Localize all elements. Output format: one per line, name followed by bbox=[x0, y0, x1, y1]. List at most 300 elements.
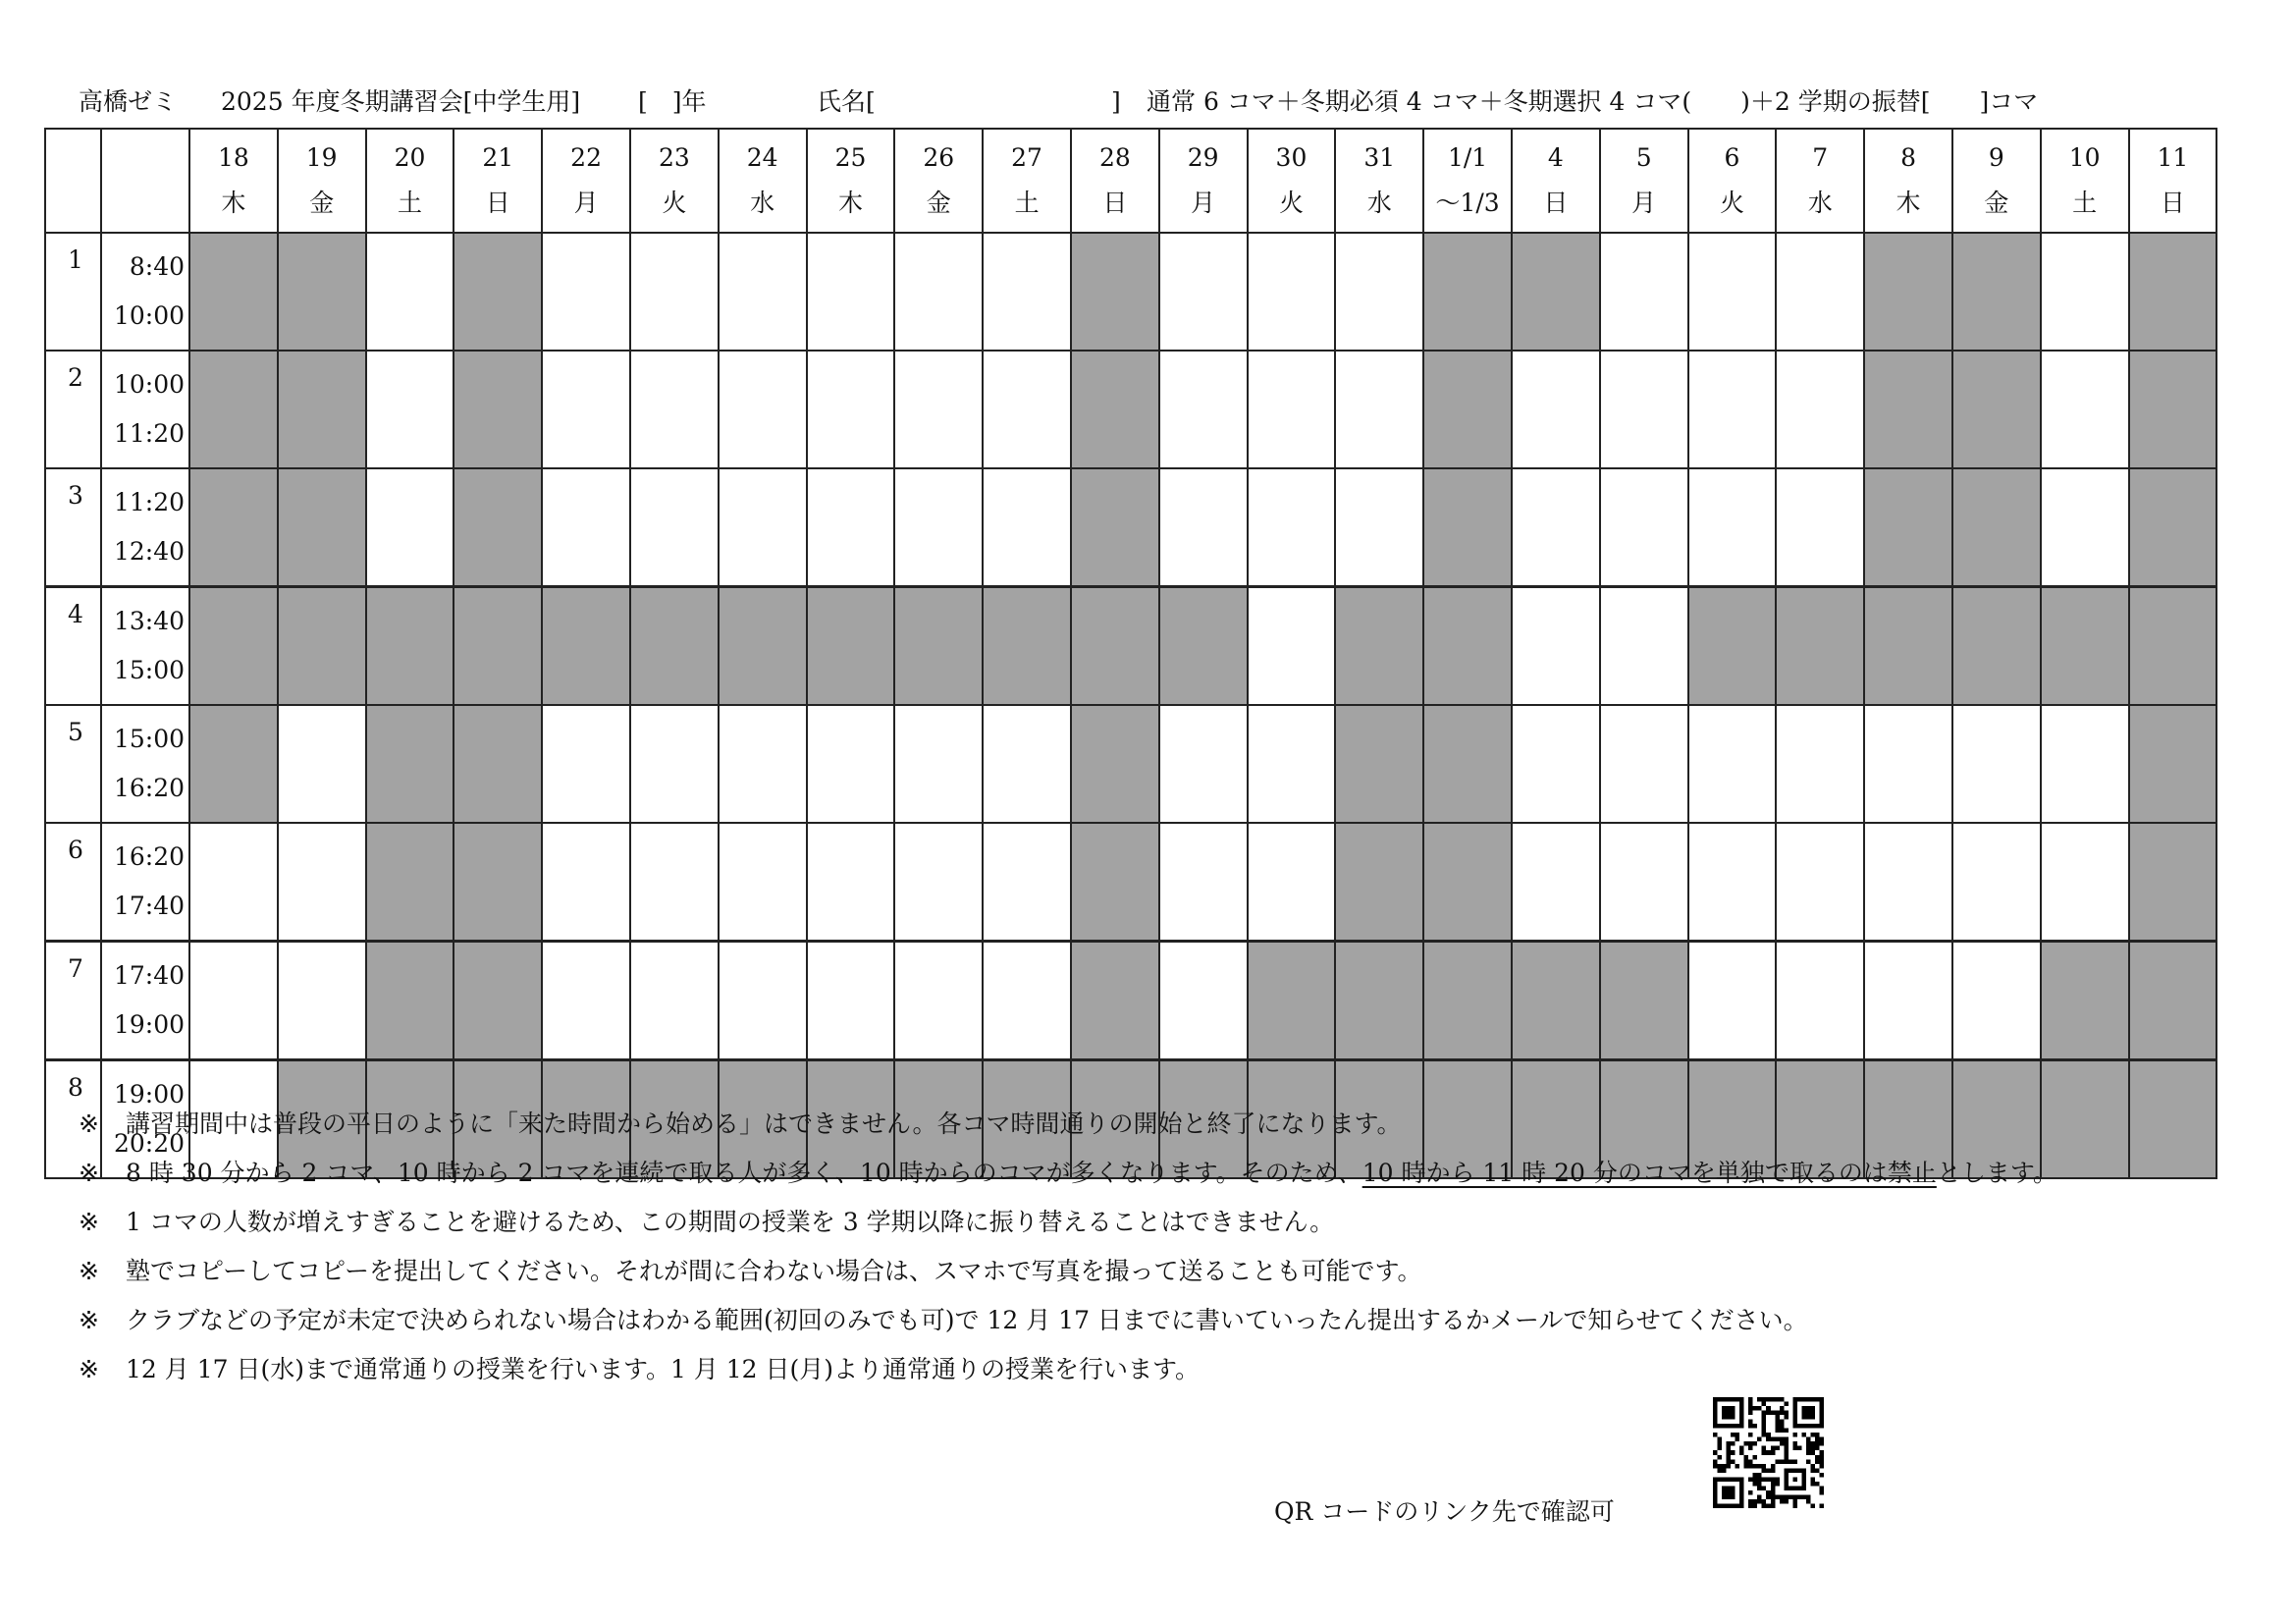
open-slot[interactable] bbox=[189, 942, 278, 1060]
day-header bbox=[630, 129, 719, 233]
qr-caption: QR コードのリンク先で確認可 bbox=[1274, 1497, 1615, 1526]
day-date: 11 bbox=[2157, 143, 2189, 172]
closed-slot bbox=[1335, 823, 1423, 942]
open-slot[interactable] bbox=[542, 823, 630, 942]
open-slot[interactable] bbox=[719, 468, 807, 587]
open-slot[interactable] bbox=[807, 942, 895, 1060]
period-row bbox=[45, 233, 2216, 351]
open-slot[interactable] bbox=[1159, 468, 1248, 587]
open-slot[interactable] bbox=[894, 823, 983, 942]
note-6 bbox=[79, 1345, 2238, 1394]
period-time bbox=[101, 468, 189, 587]
closed-slot bbox=[189, 233, 278, 351]
period-number: 5 bbox=[45, 705, 101, 823]
open-slot[interactable] bbox=[1248, 233, 1336, 351]
day-date: 26 bbox=[923, 143, 955, 172]
open-slot[interactable] bbox=[1335, 233, 1423, 351]
note-2 bbox=[79, 1149, 2238, 1198]
day-header-row bbox=[45, 129, 2216, 233]
closed-slot bbox=[189, 351, 278, 468]
open-slot[interactable] bbox=[1688, 233, 1777, 351]
open-slot[interactable] bbox=[1776, 705, 1864, 823]
open-slot[interactable] bbox=[630, 351, 719, 468]
closed-slot bbox=[542, 587, 630, 706]
period-end: 19:00 bbox=[113, 1010, 185, 1039]
closed-slot bbox=[1952, 351, 2041, 468]
open-slot[interactable] bbox=[630, 942, 719, 1060]
open-slot[interactable] bbox=[630, 705, 719, 823]
period-end: 16:20 bbox=[113, 774, 185, 802]
period-number: 4 bbox=[45, 587, 101, 706]
period-number: 1 bbox=[45, 233, 101, 351]
open-slot[interactable] bbox=[366, 351, 454, 468]
note-3 bbox=[79, 1198, 2238, 1247]
day-header bbox=[542, 129, 630, 233]
day-weekday: 水 bbox=[1366, 189, 1392, 217]
closed-slot bbox=[894, 587, 983, 706]
open-slot[interactable] bbox=[719, 233, 807, 351]
closed-slot bbox=[1071, 705, 1159, 823]
closed-slot bbox=[2129, 823, 2217, 942]
day-header bbox=[807, 129, 895, 233]
day-weekday: 火 bbox=[1719, 189, 1744, 217]
closed-slot bbox=[1423, 351, 1512, 468]
note-text: 塾でコピーしてコピーを提出してください。それが間に合わない場合は、スマホで写真を撮って送ることも可能です。 bbox=[126, 1257, 1422, 1285]
closed-slot bbox=[454, 705, 542, 823]
open-slot[interactable] bbox=[1952, 705, 2041, 823]
open-slot[interactable] bbox=[1600, 233, 1688, 351]
period-row bbox=[45, 942, 2216, 1060]
closed-slot bbox=[454, 823, 542, 942]
open-slot[interactable] bbox=[1688, 351, 1777, 468]
open-slot[interactable] bbox=[1776, 942, 1864, 1060]
open-slot[interactable] bbox=[189, 823, 278, 942]
day-header bbox=[1159, 129, 1248, 233]
day-header bbox=[1335, 129, 1423, 233]
closed-slot bbox=[1071, 351, 1159, 468]
day-weekday: ～1/3 bbox=[1435, 189, 1500, 217]
day-weekday: 日 bbox=[2160, 189, 2185, 217]
open-slot[interactable] bbox=[542, 351, 630, 468]
open-slot[interactable] bbox=[2041, 823, 2129, 942]
day-weekday: 木 bbox=[1896, 189, 1921, 217]
period-time bbox=[101, 942, 189, 1060]
period-number: 8 bbox=[45, 1060, 101, 1179]
closed-slot bbox=[1952, 468, 2041, 587]
open-slot[interactable] bbox=[1159, 351, 1248, 468]
closed-slot bbox=[1071, 942, 1159, 1060]
closed-slot bbox=[983, 587, 1071, 706]
day-date: 31 bbox=[1363, 143, 1396, 172]
page-header bbox=[79, 82, 2238, 122]
closed-slot bbox=[719, 587, 807, 706]
day-header bbox=[1952, 129, 2041, 233]
open-slot[interactable] bbox=[807, 351, 895, 468]
period-number: 6 bbox=[45, 823, 101, 942]
closed-slot bbox=[366, 587, 454, 706]
day-date: 24 bbox=[746, 143, 778, 172]
day-date: 20 bbox=[394, 143, 426, 172]
day-header bbox=[2129, 129, 2217, 233]
closed-slot bbox=[1071, 468, 1159, 587]
day-header bbox=[1864, 129, 1952, 233]
day-weekday: 火 bbox=[1278, 189, 1304, 217]
open-slot[interactable] bbox=[542, 705, 630, 823]
day-header bbox=[278, 129, 366, 233]
day-date: 5 bbox=[1635, 143, 1652, 172]
open-slot[interactable] bbox=[1776, 468, 1864, 587]
closed-slot bbox=[278, 233, 366, 351]
closed-slot bbox=[2129, 233, 2217, 351]
day-header bbox=[366, 129, 454, 233]
open-slot[interactable] bbox=[983, 705, 1071, 823]
closed-slot bbox=[1423, 942, 1512, 1060]
note-text: 8 時 30 分から 2 コマ、10 時から 2 コマを連続で取る人が多く、10 時からのコマが多くなります。そのため、 bbox=[126, 1159, 1362, 1187]
period-start: 13:40 bbox=[113, 607, 185, 635]
day-weekday: 水 bbox=[1807, 189, 1833, 217]
day-weekday: 火 bbox=[662, 189, 687, 217]
note-text: クラブなどの予定が未定で決められない場合はわかる範囲(初回のみでも可)で 12 月 17 日までに書いていったん提出するかメールで知らせてください。 bbox=[126, 1306, 1808, 1334]
period-row bbox=[45, 351, 2216, 468]
open-slot[interactable] bbox=[1248, 468, 1336, 587]
open-slot[interactable] bbox=[1159, 705, 1248, 823]
open-slot[interactable] bbox=[2041, 468, 2129, 587]
open-slot[interactable] bbox=[630, 468, 719, 587]
period-number: 2 bbox=[45, 351, 101, 468]
closed-slot bbox=[1864, 587, 1952, 706]
open-slot[interactable] bbox=[278, 823, 366, 942]
day-date: 28 bbox=[1098, 143, 1131, 172]
day-date: 7 bbox=[1812, 143, 1829, 172]
closed-slot bbox=[1071, 823, 1159, 942]
period-time bbox=[101, 233, 189, 351]
session-summary: 通常 6 コマ＋冬期必須 4 コマ＋冬期選択 4 コマ( )＋2 学期の振替[ ]コマ bbox=[1147, 87, 2039, 116]
note-underlined-rule: 10 時から 11 時 20 分のコマを単独で取るのは禁止 bbox=[1362, 1159, 1937, 1187]
day-weekday: 土 bbox=[397, 189, 422, 217]
day-weekday: 日 bbox=[1543, 189, 1569, 217]
open-slot[interactable] bbox=[983, 823, 1071, 942]
day-date: 27 bbox=[1011, 143, 1042, 172]
open-slot[interactable] bbox=[1159, 942, 1248, 1060]
closed-slot bbox=[1864, 233, 1952, 351]
open-slot[interactable] bbox=[1776, 823, 1864, 942]
open-slot[interactable] bbox=[2041, 233, 2129, 351]
closed-slot bbox=[454, 942, 542, 1060]
closed-slot bbox=[278, 587, 366, 706]
day-date: 23 bbox=[658, 143, 690, 172]
closed-slot bbox=[1423, 705, 1512, 823]
day-date: 6 bbox=[1724, 143, 1740, 172]
closed-slot bbox=[1952, 233, 2041, 351]
day-date: 8 bbox=[1900, 143, 1916, 172]
open-slot[interactable] bbox=[1512, 468, 1600, 587]
period-start: 15:00 bbox=[113, 725, 185, 753]
open-slot[interactable] bbox=[366, 468, 454, 587]
closed-slot bbox=[1600, 942, 1688, 1060]
closed-slot bbox=[630, 587, 719, 706]
closed-slot bbox=[1159, 587, 1248, 706]
day-header bbox=[1512, 129, 1600, 233]
closed-slot bbox=[1335, 942, 1423, 1060]
open-slot[interactable] bbox=[807, 705, 895, 823]
open-slot[interactable] bbox=[983, 233, 1071, 351]
day-header bbox=[983, 129, 1071, 233]
open-slot[interactable] bbox=[983, 351, 1071, 468]
period-end: 20:20 bbox=[113, 1129, 185, 1158]
closed-slot bbox=[2129, 351, 2217, 468]
closed-slot bbox=[1688, 587, 1777, 706]
period-row bbox=[45, 468, 2216, 587]
period-start: 11:20 bbox=[113, 488, 185, 516]
day-date: 19 bbox=[305, 143, 338, 172]
open-slot[interactable] bbox=[894, 942, 983, 1060]
period-start: 10:00 bbox=[113, 370, 185, 399]
open-slot[interactable] bbox=[1335, 468, 1423, 587]
note-mark: ※ bbox=[79, 1208, 99, 1236]
open-slot[interactable] bbox=[366, 233, 454, 351]
day-weekday: 日 bbox=[1102, 189, 1128, 217]
open-slot[interactable] bbox=[1248, 705, 1336, 823]
day-header bbox=[189, 129, 278, 233]
open-slot[interactable] bbox=[894, 705, 983, 823]
open-slot[interactable] bbox=[1688, 942, 1777, 1060]
open-slot[interactable] bbox=[1864, 942, 1952, 1060]
notes-list bbox=[79, 1100, 2238, 1394]
day-weekday: 金 bbox=[926, 189, 951, 217]
open-slot[interactable] bbox=[1248, 823, 1336, 942]
day-weekday: 木 bbox=[221, 189, 246, 217]
closed-slot bbox=[1071, 233, 1159, 351]
closed-slot bbox=[278, 468, 366, 587]
day-weekday: 金 bbox=[1984, 189, 2009, 217]
closed-slot bbox=[278, 351, 366, 468]
name-field-close: ] bbox=[1111, 87, 1121, 116]
note-mark: ※ bbox=[79, 1159, 99, 1187]
open-slot[interactable] bbox=[894, 468, 983, 587]
note-mark: ※ bbox=[79, 1110, 99, 1138]
period-end: 10:00 bbox=[113, 301, 185, 330]
open-slot[interactable] bbox=[1248, 351, 1336, 468]
day-header bbox=[1248, 129, 1336, 233]
open-slot[interactable] bbox=[1512, 705, 1600, 823]
period-start: 19:00 bbox=[113, 1080, 185, 1109]
note-5 bbox=[79, 1296, 2238, 1345]
open-slot[interactable] bbox=[894, 351, 983, 468]
open-slot[interactable] bbox=[1512, 587, 1600, 706]
day-date: 29 bbox=[1187, 143, 1219, 172]
open-slot[interactable] bbox=[1335, 351, 1423, 468]
closed-slot bbox=[1335, 705, 1423, 823]
note-text-after: とします。 bbox=[1936, 1159, 2057, 1187]
open-slot[interactable] bbox=[2041, 351, 2129, 468]
closed-slot bbox=[366, 705, 454, 823]
qr-code-icon[interactable] bbox=[1713, 1397, 1824, 1508]
period-start: 8:40 bbox=[129, 252, 185, 281]
open-slot[interactable] bbox=[1600, 587, 1688, 706]
period-start: 17:40 bbox=[113, 961, 185, 990]
closed-slot bbox=[1248, 942, 1336, 1060]
period-time bbox=[101, 351, 189, 468]
open-slot[interactable] bbox=[1864, 705, 1952, 823]
day-date: 18 bbox=[217, 143, 249, 172]
open-slot[interactable] bbox=[1159, 233, 1248, 351]
note-text: 講習期間中は普段の平日のように「来た時間から始める」はできません。各コマ時間通りの開始と終了になります。 bbox=[126, 1110, 1402, 1138]
open-slot[interactable] bbox=[1512, 351, 1600, 468]
day-weekday: 土 bbox=[2072, 189, 2098, 217]
note-text: 1 コマの人数が増えすぎることを避けるため、この期間の授業を 3 学期以降に振り替えることはできません。 bbox=[126, 1208, 1335, 1236]
day-date: 9 bbox=[1988, 143, 2004, 172]
day-date: 22 bbox=[570, 143, 602, 172]
day-header bbox=[894, 129, 983, 233]
day-weekday: 金 bbox=[309, 189, 335, 217]
open-slot[interactable] bbox=[278, 942, 366, 1060]
day-header bbox=[1423, 129, 1512, 233]
open-slot[interactable] bbox=[542, 233, 630, 351]
open-slot[interactable] bbox=[1600, 351, 1688, 468]
open-slot[interactable] bbox=[719, 705, 807, 823]
closed-slot bbox=[1423, 823, 1512, 942]
closed-slot bbox=[2129, 942, 2217, 1060]
day-date: 1/1 bbox=[1447, 143, 1488, 172]
closed-slot bbox=[189, 705, 278, 823]
day-weekday: 日 bbox=[485, 189, 510, 217]
day-date: 10 bbox=[2068, 143, 2101, 172]
day-weekday: 月 bbox=[1631, 189, 1657, 217]
open-slot[interactable] bbox=[1776, 351, 1864, 468]
closed-slot bbox=[2129, 587, 2217, 706]
period-start: 16:20 bbox=[113, 842, 185, 871]
closed-slot bbox=[189, 468, 278, 587]
closed-slot bbox=[454, 233, 542, 351]
period-time bbox=[101, 705, 189, 823]
closed-slot bbox=[1512, 233, 1600, 351]
open-slot[interactable] bbox=[719, 823, 807, 942]
day-weekday: 水 bbox=[750, 189, 775, 217]
period-end: 12:40 bbox=[113, 537, 185, 566]
day-date: 30 bbox=[1275, 143, 1308, 172]
open-slot[interactable] bbox=[807, 233, 895, 351]
closed-slot bbox=[2129, 468, 2217, 587]
period-number: 7 bbox=[45, 942, 101, 1060]
note-1 bbox=[79, 1100, 2238, 1149]
day-weekday: 月 bbox=[573, 189, 599, 217]
closed-slot bbox=[1952, 587, 2041, 706]
open-slot[interactable] bbox=[1600, 705, 1688, 823]
document-title: 2025 年度冬期講習会[中学生用] bbox=[221, 87, 581, 116]
open-slot[interactable] bbox=[630, 233, 719, 351]
closed-slot bbox=[1864, 351, 1952, 468]
note-4 bbox=[79, 1247, 2238, 1296]
day-header bbox=[1688, 129, 1777, 233]
period-time bbox=[101, 823, 189, 942]
closed-slot bbox=[1864, 468, 1952, 587]
open-slot[interactable] bbox=[894, 233, 983, 351]
period-row bbox=[45, 705, 2216, 823]
open-slot[interactable] bbox=[719, 942, 807, 1060]
closed-slot bbox=[1423, 587, 1512, 706]
open-slot[interactable] bbox=[1688, 468, 1777, 587]
open-slot[interactable] bbox=[1952, 823, 2041, 942]
period-end: 11:20 bbox=[113, 419, 185, 448]
open-slot[interactable] bbox=[1688, 823, 1777, 942]
open-slot[interactable] bbox=[1688, 705, 1777, 823]
open-slot[interactable] bbox=[542, 468, 630, 587]
day-weekday: 月 bbox=[1191, 189, 1216, 217]
open-slot[interactable] bbox=[1248, 587, 1336, 706]
open-slot[interactable] bbox=[719, 351, 807, 468]
header-corner-period bbox=[45, 129, 101, 233]
name-field-label[interactable]: 氏名[ bbox=[817, 87, 876, 116]
closed-slot bbox=[2129, 705, 2217, 823]
open-slot[interactable] bbox=[1776, 233, 1864, 351]
closed-slot bbox=[2041, 942, 2129, 1060]
day-header bbox=[1600, 129, 1688, 233]
closed-slot bbox=[454, 468, 542, 587]
open-slot[interactable] bbox=[1952, 942, 2041, 1060]
closed-slot bbox=[1512, 942, 1600, 1060]
open-slot[interactable] bbox=[1159, 823, 1248, 942]
open-slot[interactable] bbox=[278, 705, 366, 823]
school-name: 高橋ゼミ bbox=[79, 87, 178, 116]
grade-field[interactable]: [ ]年 bbox=[638, 87, 707, 116]
header-corner-time bbox=[101, 129, 189, 233]
note-text: 12 月 17 日(水)まで通常通りの授業を行います。1 月 12 日(月)より通常通りの授業を行います。 bbox=[126, 1355, 1201, 1383]
day-date: 4 bbox=[1547, 143, 1564, 172]
open-slot[interactable] bbox=[983, 468, 1071, 587]
note-mark: ※ bbox=[79, 1257, 99, 1285]
open-slot[interactable] bbox=[1512, 823, 1600, 942]
period-row bbox=[45, 823, 2216, 942]
schedule-table bbox=[44, 128, 2217, 1179]
closed-slot bbox=[1776, 587, 1864, 706]
closed-slot bbox=[454, 587, 542, 706]
day-header bbox=[454, 129, 542, 233]
closed-slot bbox=[807, 587, 895, 706]
period-row bbox=[45, 587, 2216, 706]
closed-slot bbox=[1071, 587, 1159, 706]
open-slot[interactable] bbox=[2041, 705, 2129, 823]
closed-slot bbox=[1423, 233, 1512, 351]
closed-slot bbox=[366, 942, 454, 1060]
note-mark: ※ bbox=[79, 1306, 99, 1334]
day-header bbox=[2041, 129, 2129, 233]
period-number: 3 bbox=[45, 468, 101, 587]
day-weekday: 土 bbox=[1014, 189, 1040, 217]
day-weekday: 木 bbox=[837, 189, 863, 217]
period-end: 15:00 bbox=[113, 656, 185, 684]
day-header bbox=[719, 129, 807, 233]
day-header bbox=[1071, 129, 1159, 233]
closed-slot bbox=[189, 587, 278, 706]
period-time bbox=[101, 587, 189, 706]
closed-slot bbox=[366, 823, 454, 942]
open-slot[interactable] bbox=[807, 468, 895, 587]
note-mark: ※ bbox=[79, 1355, 99, 1383]
open-slot[interactable] bbox=[807, 823, 895, 942]
period-end: 17:40 bbox=[113, 892, 185, 920]
day-date: 25 bbox=[834, 143, 867, 172]
day-header bbox=[1776, 129, 1864, 233]
closed-slot bbox=[2041, 587, 2129, 706]
open-slot[interactable] bbox=[1600, 823, 1688, 942]
open-slot[interactable] bbox=[630, 823, 719, 942]
day-date: 21 bbox=[482, 143, 514, 172]
open-slot[interactable] bbox=[983, 942, 1071, 1060]
open-slot[interactable] bbox=[542, 942, 630, 1060]
closed-slot bbox=[454, 351, 542, 468]
open-slot[interactable] bbox=[1864, 823, 1952, 942]
open-slot[interactable] bbox=[1600, 468, 1688, 587]
